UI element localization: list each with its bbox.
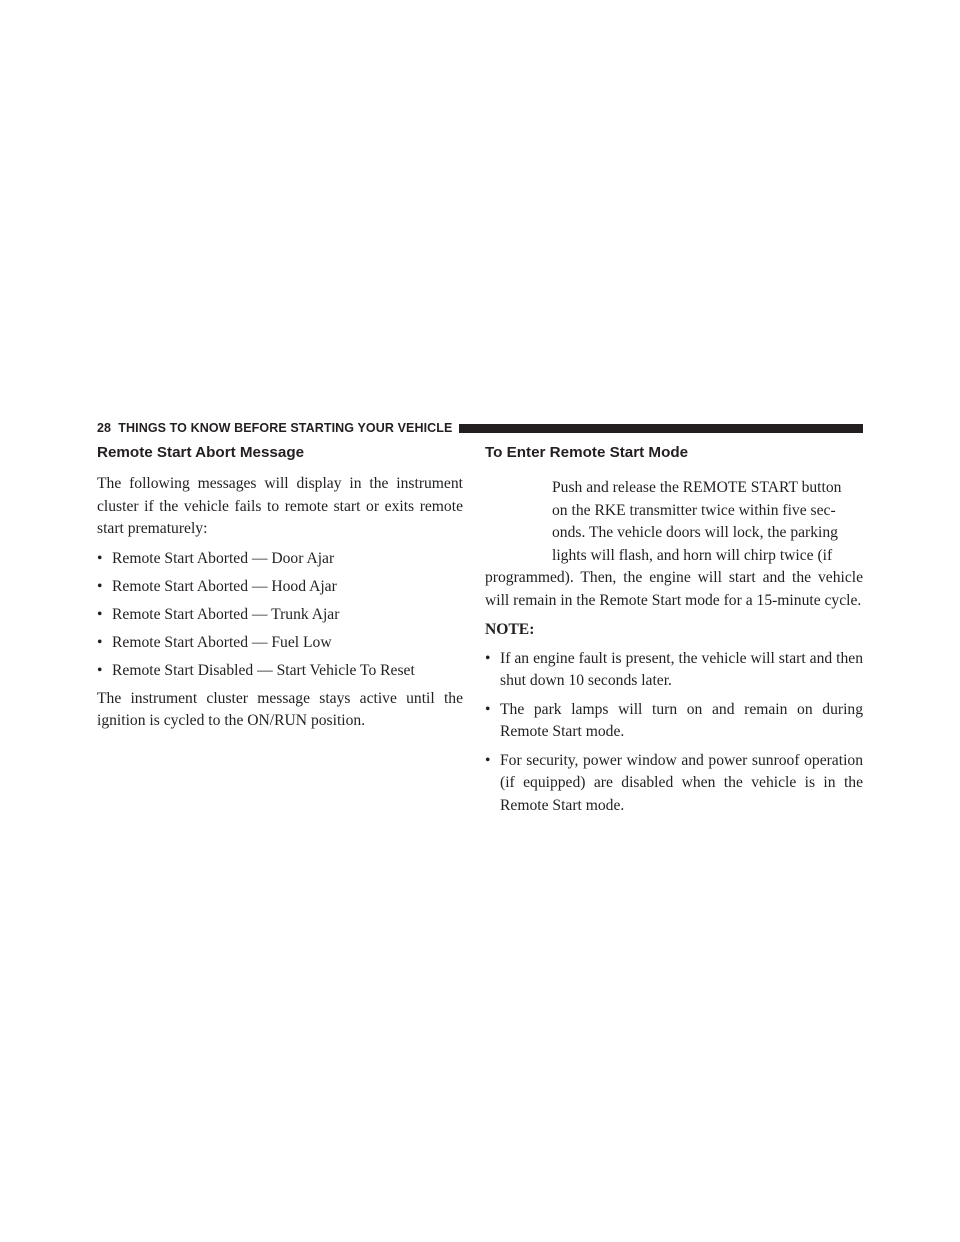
bullet-glyph: • xyxy=(97,605,103,623)
section-heading-enter-mode: To Enter Remote Start Mode xyxy=(485,444,689,461)
page-number: 28 xyxy=(97,421,112,435)
header-rule xyxy=(459,424,863,433)
note-label: NOTE: xyxy=(485,621,535,638)
list-item: • The park lamps will turn on and remain on during Remote Start mode. xyxy=(485,700,863,740)
list-item: • Remote Start Aborted — Fuel Low xyxy=(97,632,463,655)
note-list xyxy=(485,648,863,818)
abort-intro: The following messages will display in the instrument cluster if the vehicle fails to remote start or exits remote start prematurely: xyxy=(97,475,463,537)
list-item: • Remote Start Aborted — Door Ajar xyxy=(97,548,463,571)
bullet-glyph: • xyxy=(97,549,103,567)
bullet-glyph: • xyxy=(485,700,491,718)
section-title: THINGS TO KNOW BEFORE STARTING YOUR VEHICLE xyxy=(118,421,453,435)
left-column xyxy=(97,442,463,733)
bullet-glyph: • xyxy=(485,751,491,769)
bullet-glyph: • xyxy=(485,649,491,667)
abort-closing: The instrument cluster message stays active until the ignition is cycled to the ON/RUN position. xyxy=(97,689,463,729)
page-header xyxy=(97,419,863,437)
bullet-glyph: • xyxy=(97,661,103,679)
instruction-block xyxy=(485,477,863,612)
list-item: • If an engine fault is present, the vehicle will start and then shut down 10 seconds later. xyxy=(485,649,863,689)
list-item: • Remote Start Aborted — Trunk Ajar xyxy=(97,604,463,627)
list-item: • For security, power window and power sunroof operation (if equipped) are disabled when the vehicle is in the Remote Start mode. xyxy=(485,751,863,814)
list-item: • Remote Start Disabled — Start Vehicle To Reset xyxy=(97,660,463,683)
abort-message-list xyxy=(97,548,463,683)
right-column xyxy=(485,442,863,823)
enter-mode-paragraph: Push and release the REMOTE START button on the RKE transmitter twice within five sec- onds. The vehicle doors will lock, the parking lights will flash, and horn will chirp twice (if programmed). Then, the engine will start and the vehicle will remain in the Remote Start mode for a 15-minute cycle. xyxy=(485,479,863,609)
header-text xyxy=(97,419,452,437)
bullet-glyph: • xyxy=(97,577,103,595)
section-heading-abort: Remote Start Abort Message xyxy=(97,444,305,461)
list-item: • Remote Start Aborted — Hood Ajar xyxy=(97,576,463,599)
bullet-glyph: • xyxy=(97,633,103,651)
remote-start-button-icon-placeholder xyxy=(485,512,541,600)
